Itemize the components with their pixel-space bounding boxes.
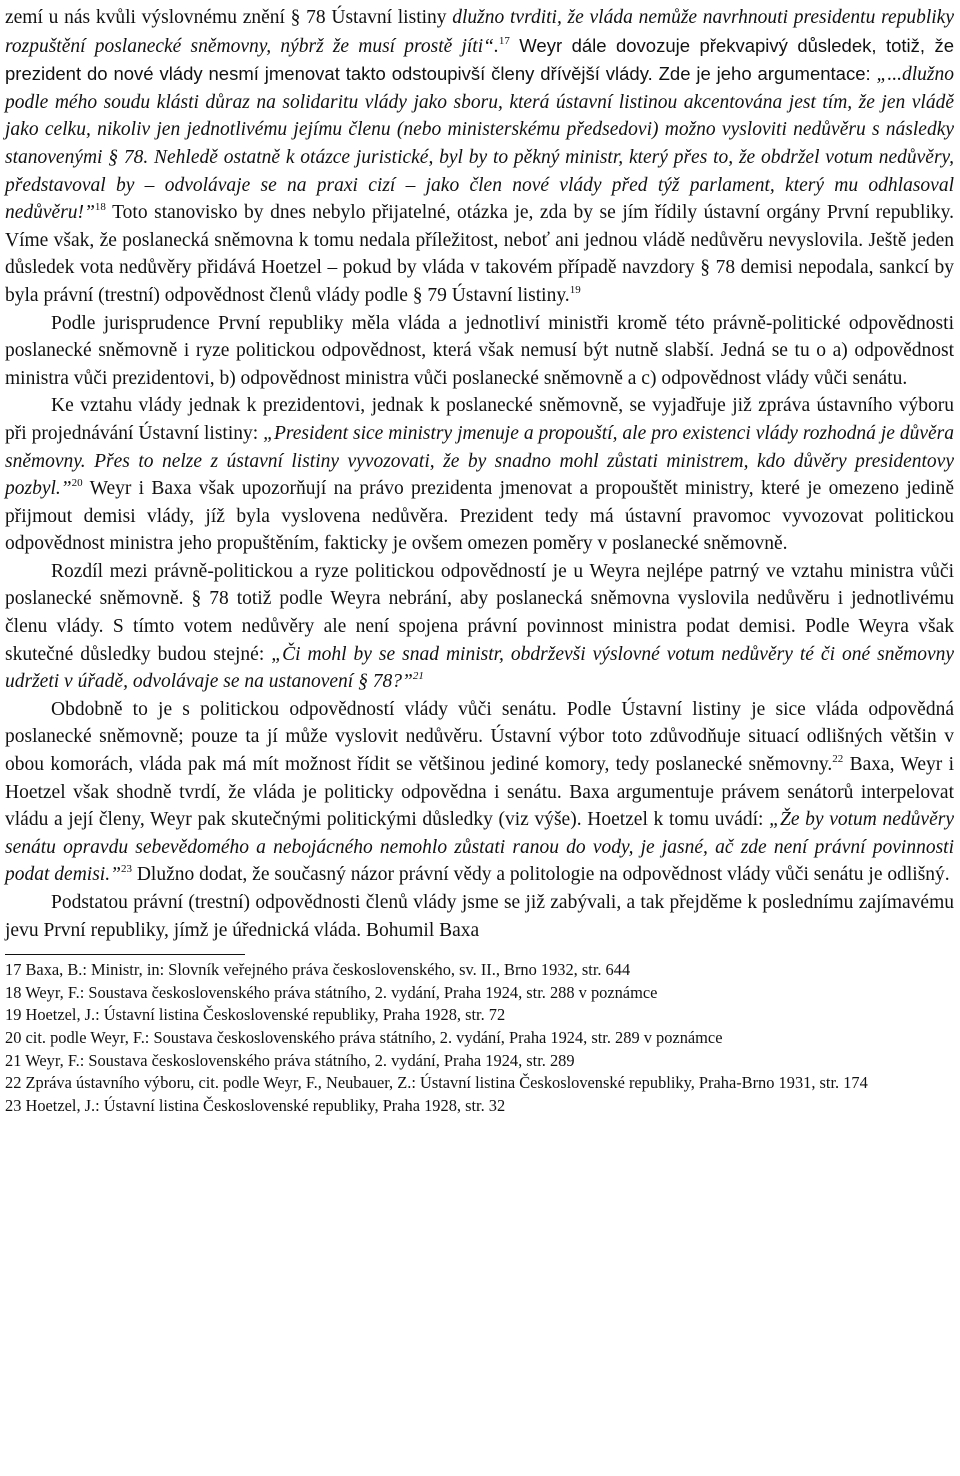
footnote-reference: 18	[94, 201, 106, 214]
footnote-item: 23 Hoetzel, J.: Ústavní listina Československé republiky, Praha 1928, str. 32	[5, 1095, 506, 1115]
italic-quote: dlužno tvrditi, že vláda nemůže navrhnouti presidentu republiky rozpuštění poslanecké sněmovny, nýbrž že musí prostě jíti	[5, 7, 954, 57]
italic-quote: ”	[401, 671, 413, 693]
footnote-reference: 21	[412, 670, 424, 683]
footnote-reference: 19	[569, 283, 581, 296]
paragraph-p3	[5, 392, 954, 558]
italic-quote: „Že by votum nedůvěry senátu opravdu sebevědomého a nebojácného nemohlo zůstati ranou do vody, je jasné, ač zde není právní povinnosti podat demisi.	[5, 809, 954, 886]
footnote-item: 20 cit. podle Weyr, F.: Soustava československého práva státního, 2. vydání, Praha 1924, str. 289 v poznámce	[5, 1027, 723, 1047]
italic-quote: „...dlužno podle mého soudu klásti důraz na solidaritu vlády jako sboru, která ústavní listinou akcentována jest tím, že jen vládě jako celku, nikoliv jen jednotlivému jejímu členu (nebo ministerskému předsedovi) možno vysloviti nedůvěru s následky stanovenými § 78.	[5, 64, 954, 168]
footnote-item: 21 Weyr, F.: Soustava československého práva státního, 2. vydání, Praha 1924, str. 289	[5, 1050, 575, 1070]
italic-quote: ”	[60, 478, 72, 500]
footnote-reference: 23	[120, 863, 132, 876]
text-run: Podstatou právní (trestní) odpovědnosti členů vlády jsme se již zabývali, a tak přejděme k poslednímu zajímavému jevu První republiky, jímž je úřednická vláda. Bohumil Baxa	[5, 892, 954, 941]
footnotes	[5, 959, 954, 1117]
text-run: Toto stanovisko by dnes nebylo přijatelné, otázka je, zda by se jím řídily ústavní orgány První republiky. Víme však, že poslanecká sněmovna k tomu nedala příležitost, neboť ani jednou vládě nedůvěru nevyslovila. Ještě jeden důsledek vota nedůvěry přidává Hoetzel – pokud by vláda v takovém případě navzdory § 78 demisi nepodala, sankcí by byla právní (trestní) odpovědnost členů vlády podle § 79 Ústavní listiny.	[5, 202, 954, 306]
text-run: Ke vztahu vlády jednak k prezidentovi, jednak k poslanecké sněmovně, se vyjadřuje již zpráva ústavního výboru při projednávání Ústavní listiny:	[5, 395, 954, 444]
paragraph-p2	[5, 310, 954, 393]
italic-quote: „Či mohl by se snad ministr, obdrževši výslovné votum nedůvěry té či oné sněmovny udržeti v úřadě, odvolávaje se na ustanovení § 78?	[5, 643, 954, 693]
italic-quote: ”	[84, 202, 95, 224]
text-run: Podle jurisprudence První republiky měla vláda a jednotliví ministři kromě této právně-politické odpovědnosti poslanecké sněmovně i ryze politickou odpovědnost, která však nemusí být nutně slabší. Jedná se tu o a) odpovědnost ministra vůči prezidentovi, b) odpovědnost ministra vůči poslanecké sněmovně a c) odpovědnost vlády vůči senátu.	[5, 312, 954, 389]
paragraph-p5	[5, 696, 954, 889]
text-run: Baxa, Weyr i Hoetzel však shodně tvrdí, že vláda je politicky odpovědna i senátu. Baxa argumentuje právem senátorů interpelovat vládu a její členy, Weyr pak skutečnými politickými důsledky (viz výše). Hoetzel k tomu uvádí:	[5, 754, 955, 831]
text-run: Dlužno dodat, že současný názor právní vědy a politologie na odpovědnost vlády vůči senátu je odlišný.	[131, 864, 950, 886]
italic-quote: Nehledě ostatně k otázce juristické, byl by to pěkný ministr, který přes to, že obdržel votum nedůvěry, představoval by – odvolávaje se na praxi cizí – jako člen nové vlády před týž parlament, který mu odhlasoval nedůvěru!	[5, 146, 954, 224]
footnote-reference: 22	[832, 753, 844, 766]
italic-quote: ”	[110, 864, 121, 886]
footnote-item: 17 Baxa, B.: Ministr, in: Slovník veřejného práva československého, sv. II., Brno 1932, str. 644	[5, 960, 631, 980]
paragraph-p6	[5, 889, 954, 944]
footnote-item: 22 Zpráva ústavního výboru, cit. podle Weyr, F., Neubauer, Z.: Ústavní listina Československé republiky, Praha-Brno 1931, str. 174	[5, 1073, 868, 1093]
italic-quote: “.	[483, 35, 499, 57]
footnote-reference: 20	[71, 477, 83, 490]
paragraph-p1	[5, 4, 954, 310]
footnote-item: 19 Hoetzel, J.: Ústavní listina Československé republiky, Praha 1928, str. 72	[5, 1005, 506, 1025]
footnote-reference: 17	[498, 34, 510, 47]
footnote-item: 18 Weyr, F.: Soustava československého práva státního, 2. vydání, Praha 1924, str. 288 v poznámce	[5, 982, 658, 1002]
italic-quote: „President sice ministry jmenuje a propouští, ale pro existenci vlády rozhodná je důvěra sněmovny. Přes to nelze z ústavní listiny vyvozovati, že by snadno mohl zůstati ministrem, kdo důvěry presidentovy pozbyl.	[5, 422, 954, 500]
text-run: Weyr dále dovozuje překvapivý důsledek, totiž, že prezident do nové vlády nesmí jmenovat takto odstoupivší členy dřívější vlády. Zde je jeho argumentace:	[5, 34, 954, 85]
body-text	[5, 4, 954, 944]
text-run: Obdobně to je s politickou odpovědností vlády vůči senátu. Podle Ústavní listiny je sice vláda odpovědná poslanecké sněmovně; pouze ta jí může vyslovit nedůvěru. Ústavní výbor toto zdůvodňuje situací odlišných většin v obou komorách, vláda pak má mít možnost řídit se většinou jediné komory, tedy poslanecké sněmovny.	[5, 698, 954, 776]
text-run: Weyr i Baxa však upozorňují na právo prezidenta jmenovat a propouštět ministry, které je omezeno jedině přijmout demisi vlády, jíž byla vyslovena nedůvěra. Prezident tedy má ústavní pravomoc vyvozovat politickou odpovědnost ministra jeho propuštěním, fakticky je ovšem omezen poměry v poslanecké sněmovně.	[5, 478, 954, 555]
paragraph-p4	[5, 558, 954, 696]
text-run: Rozdíl mezi právně-politickou a ryze politickou odpovědností je u Weyra nejlépe patrný ve vztahu ministra vůči poslanecké sněmovně. § 78 totiž podle Weyra nebrání, aby poslanecká sněmovna vyslovila nedůvěru i jednotlivému členu vlády. S tímto votem nedůvěry ale není spojena právní povinnost ministra podat demisi. Podle Weyra však skutečné důsledky budou stejné:	[5, 560, 954, 665]
text-run: zemí u nás kvůli výslovnému znění § 78 Ústavní listiny	[5, 7, 453, 28]
footnote-divider	[5, 954, 245, 955]
